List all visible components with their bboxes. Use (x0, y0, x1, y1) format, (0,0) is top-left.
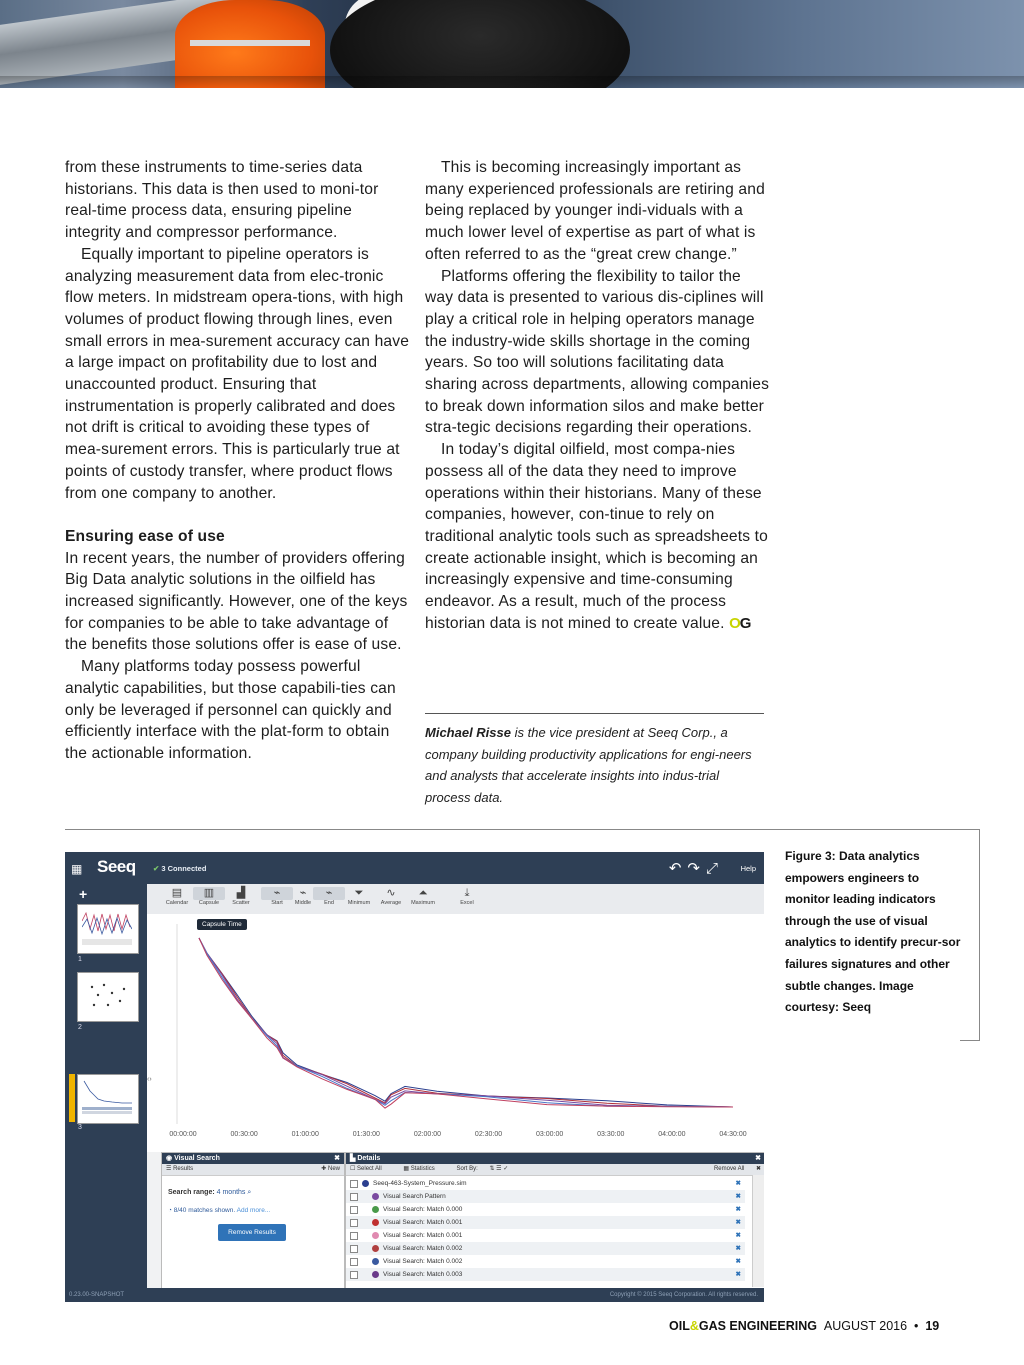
results-tab[interactable]: Results (173, 1166, 194, 1172)
figure-frame-bottom (960, 1040, 980, 1041)
row-checkbox[interactable] (350, 1219, 358, 1227)
minimum-icon: ⏷ (354, 887, 364, 899)
series-color-icon (372, 1193, 379, 1200)
details-row[interactable] (346, 1190, 745, 1203)
page-number: 19 (925, 1319, 940, 1333)
gauge-icon: ◔ (168, 1207, 172, 1214)
paragraph-text: In today’s digital oilfield, most compa-nies possess all of the data they need to improve operations within their historians. Many of these companies, however, con-tinue to rely on traditional analytic tools such as spreadsheets to create actionable insight, which is becoming an increasingly expensive and time-consuming endeavor. As a result, much of the process historian data is not mined to create value. (425, 441, 768, 632)
series-color-icon (372, 1271, 379, 1278)
x-tick-label: 01:30:00 (352, 1131, 380, 1138)
row-checkbox[interactable] (350, 1258, 358, 1266)
average-icon: ∿ (386, 887, 396, 899)
worksheet-thumbnail[interactable] (77, 904, 139, 954)
panel-splitter-icon[interactable]: ‹› (147, 1076, 152, 1083)
help-link[interactable]: Help (740, 864, 756, 873)
page-footer (669, 1319, 939, 1333)
hose-graphic (330, 0, 630, 88)
end-icon: ⌁ (313, 887, 345, 900)
row-checkbox[interactable] (350, 1206, 358, 1214)
details-row[interactable] (346, 1177, 745, 1190)
app-logo: Seeq (97, 857, 136, 876)
worksheet-sidebar (65, 884, 147, 1302)
seeq-screenshot (65, 852, 764, 1302)
series-color-icon (362, 1180, 369, 1187)
row-label: Visual Search: Match 0.001 (383, 1232, 463, 1239)
end-of-article-logo: OG (729, 614, 751, 632)
thumbnail-preview (82, 1079, 132, 1117)
close-icon[interactable]: ✖ (755, 1155, 761, 1162)
capsule-icon: ▥ (193, 887, 225, 900)
row-label: Visual Search: Match 0.003 (383, 1271, 463, 1278)
calendar-icon: ▤ (171, 887, 183, 899)
worksheet-number: 1 (78, 956, 82, 963)
row-checkbox[interactable] (350, 1193, 358, 1201)
add-worksheet-icon[interactable]: + (79, 886, 88, 902)
row-checkbox[interactable] (350, 1271, 358, 1279)
row-checkbox[interactable] (350, 1245, 358, 1253)
visual-search-panel (161, 1152, 345, 1290)
section-heading: Ensuring ease of use (65, 527, 225, 545)
reflective-stripe-graphic (190, 40, 310, 46)
details-row[interactable] (346, 1242, 745, 1255)
remove-row-icon[interactable]: ✖ (735, 1232, 741, 1239)
x-tick-label: 02:30:00 (474, 1131, 503, 1138)
maximum-icon: ⏶ (418, 887, 428, 899)
remove-row-icon[interactable]: ✖ (735, 1193, 741, 1200)
tool-minimum[interactable]: ⏷ Minimum (343, 887, 375, 906)
x-tick-label: 00:00:00 (169, 1131, 197, 1138)
remove-row-icon[interactable]: ✖ (735, 1245, 741, 1252)
tool-capsule[interactable]: ▥ Capsule (193, 887, 225, 906)
series-line (199, 938, 733, 1108)
capsule-time-tooltip: Capsule Time (197, 919, 247, 930)
x-tick-label: 03:00:00 (536, 1131, 564, 1138)
tool-scatter[interactable]: ▟ Scatter (225, 887, 257, 906)
tool-calendar[interactable]: ▤ Calendar (161, 887, 193, 906)
add-more-link[interactable]: Add more... (236, 1207, 271, 1214)
tool-excel[interactable]: ⤓ Excel (451, 887, 483, 906)
visual-search-header (162, 1153, 344, 1164)
new-search-button[interactable]: ✚ New (321, 1166, 340, 1172)
remove-row-icon[interactable]: ✖ (735, 1206, 741, 1213)
details-scrollbar[interactable] (752, 1175, 764, 1287)
app-footer (65, 1288, 764, 1302)
row-label: Visual Search: Match 0.001 (383, 1219, 463, 1226)
start-icon: ⌁ (261, 887, 293, 900)
remove-results-button[interactable]: Remove Results (218, 1224, 286, 1241)
details-row[interactable] (346, 1216, 745, 1229)
select-all-button[interactable]: ☐ Select All (350, 1166, 382, 1172)
figure-frame-top (65, 829, 979, 830)
bio-divider (425, 713, 764, 714)
remove-row-icon[interactable]: ✖ (735, 1180, 741, 1187)
paragraph: Platforms offering the flexibility to tailor the way data is presented to various dis-ciplines will play a critical role in helping operators manage the industry-wide skills shortage in the coming years. So too will solutions facilitating data sharing across departments, allowing companies to break down information silos and make better stra-tegic decisions regarding their operations. (425, 267, 770, 437)
series-color-icon (372, 1258, 379, 1265)
visual-search-subbar (162, 1164, 344, 1176)
tool-middle[interactable]: ⌁ Middle (287, 887, 319, 906)
version-label: 0.23.00-SNAPSHOT (69, 1292, 125, 1298)
details-subbar (346, 1164, 764, 1176)
row-checkbox[interactable] (350, 1180, 358, 1188)
worksheet-thumbnail-active[interactable] (77, 1074, 139, 1124)
match-count: ◔ 8/40 matches shown. Add more... (168, 1207, 271, 1214)
series-color-icon (372, 1219, 379, 1226)
check-icon: ✔ (153, 864, 160, 873)
search-icon[interactable]: ⌕ (247, 1189, 252, 1196)
worksheet-thumbnail[interactable] (77, 972, 139, 1022)
tool-maximum[interactable]: ⏶ Maximum (407, 887, 439, 906)
series-line (199, 938, 733, 1107)
x-tick-label: 03:30:00 (597, 1131, 625, 1138)
x-tick-label: 04:30:00 (719, 1131, 747, 1138)
series-line (199, 938, 733, 1107)
remove-row-icon[interactable]: ✖ (735, 1258, 741, 1265)
copyright-label: Copyright © 2015 Seeq Corporation. All rights reserved. (609, 1292, 758, 1298)
grid-menu-icon[interactable]: ▦ (71, 862, 83, 876)
x-tick-label: 02:00:00 (413, 1131, 442, 1138)
row-checkbox[interactable] (350, 1232, 358, 1240)
article-column-right (425, 157, 770, 634)
series-color-icon (372, 1232, 379, 1239)
tool-end[interactable]: ⌁ End (313, 887, 345, 906)
details-row[interactable] (346, 1268, 745, 1281)
remove-all-button[interactable]: Remove All ✖ (713, 1166, 761, 1172)
x-tick-label: 04:00:00 (658, 1131, 686, 1138)
row-label: Visual Search: Match 0.000 (383, 1206, 463, 1213)
paragraph: Many platforms today possess powerful analytic capabilities, but those capabili-ties can only be leveraged if personnel can quickly and efficiently interface with the plat-form to obtain the actionable information. (65, 658, 396, 762)
undo-icon[interactable]: ↶ (668, 860, 688, 877)
statistics-button[interactable]: ▦ Statistics (403, 1166, 435, 1172)
search-range-value[interactable]: 4 months (216, 1189, 246, 1196)
excel-icon: ⤓ (464, 887, 470, 899)
paragraph: This is becoming increasingly important as many experienced professionals are retiring and being replaced by younger indi-viduals with a much lower level of expertise as part of what is often referred to as the “great crew change.” (425, 159, 765, 263)
row-label: Visual Search Pattern (383, 1193, 446, 1200)
thumbnail-preview (82, 909, 132, 947)
x-tick-label: 00:30:00 (230, 1131, 258, 1138)
paragraph: from these instruments to time-series data historians. This data is then used to moni-tor real-time process data, ensuring pipeline integrity and compressor performance. (65, 159, 379, 242)
author-bio (425, 722, 764, 809)
row-label: Seeq-463-System_Pressure.sim (373, 1180, 467, 1187)
fullscreen-icon[interactable]: ⤢ (705, 860, 724, 877)
worksheet-number: 3 (78, 1124, 82, 1131)
eye-icon: ◉ (166, 1155, 173, 1162)
series-line (199, 938, 733, 1107)
trend-chart (147, 914, 764, 1152)
author-name: Michael Risse (425, 725, 511, 740)
footer-separator: • (914, 1319, 919, 1333)
connection-status (153, 864, 206, 873)
series-color-icon (372, 1206, 379, 1213)
worksheet-number: 2 (78, 1024, 82, 1031)
thumbnail-preview (82, 977, 132, 1015)
details-panel (345, 1152, 764, 1290)
details-title: Details (357, 1155, 381, 1162)
chart-icon: ▙ (350, 1155, 356, 1162)
row-label: Visual Search: Match 0.002 (383, 1245, 463, 1252)
magazine-name: OIL&GAS ENGINEERING (669, 1319, 817, 1333)
header-banner-photo (0, 0, 1024, 88)
paragraph: Equally important to pipeline operators is analyzing measurement data from elec-tronic flow meters. In midstream opera-tions, with high volumes of product flowing through lines, even small errors in mea-surement accuracy can have a large impact on profitability due to lost and unaccounted product. Ensuring that instrumentation is properly calibrated and does not drift is critical to avoiding these types of mea-surement errors. This is particularly true at points of custody transfer, where product flows from one company to another. (65, 245, 410, 502)
list-icon: ☰ (166, 1166, 172, 1172)
figure-caption: Figure 3: Data analytics empowers engineers to monitor leading indicators through the use of visual analytics to identify precur-sor failures signatures and other subtle changes. Image courtesy: Seeq (785, 849, 961, 1015)
x-tick-label: 01:00:00 (291, 1131, 319, 1138)
scatter-icon: ▟ (236, 887, 246, 899)
active-worksheet-indicator (69, 1074, 75, 1122)
paragraph: In recent years, the number of providers offering Big Data analytic solutions in the oilfield has increased significantly. However, one of the keys for companies to be able to take advantage of the benefits those solutions offer is ease of use. (65, 549, 408, 654)
details-row[interactable] (346, 1203, 745, 1216)
sort-by-control[interactable]: Sort By: ⇅ ☰ ✓ (456, 1166, 509, 1172)
details-header (346, 1153, 764, 1164)
close-icon[interactable]: ✖ (334, 1155, 340, 1162)
tool-average[interactable]: ∿ Average (375, 887, 407, 906)
connection-status-text: 3 Connected (161, 864, 207, 873)
toolbar-actions (669, 859, 724, 877)
article-column-left (65, 157, 410, 765)
details-row[interactable] (346, 1229, 745, 1242)
issue-date: AUGUST 2016 (823, 1319, 908, 1333)
figure-frame-right (979, 829, 980, 1040)
search-range: Search range: 4 months ⌕ (168, 1189, 252, 1196)
paragraph-last (425, 439, 770, 634)
row-label: Visual Search: Match 0.002 (383, 1258, 463, 1265)
redo-icon[interactable]: ↷ (687, 860, 706, 877)
series-line (199, 938, 733, 1107)
series-color-icon (372, 1245, 379, 1252)
remove-row-icon[interactable]: ✖ (735, 1271, 741, 1278)
middle-icon: ⌁ (299, 887, 307, 899)
details-row[interactable] (346, 1255, 745, 1268)
tool-start[interactable]: ⌁ Start (261, 887, 293, 906)
visual-search-title: Visual Search (174, 1155, 220, 1162)
banner-shadow (0, 76, 1024, 88)
app-topbar (65, 852, 764, 884)
remove-row-icon[interactable]: ✖ (735, 1219, 741, 1226)
analysis-toolbar (147, 884, 764, 915)
trend-plot[interactable] (147, 914, 764, 1152)
author-bio-text: is the vice president at Seeq Corp., a company building productivity applications for engi-neers and analysts that accelerate insights into indus-trial process data. (425, 725, 752, 806)
